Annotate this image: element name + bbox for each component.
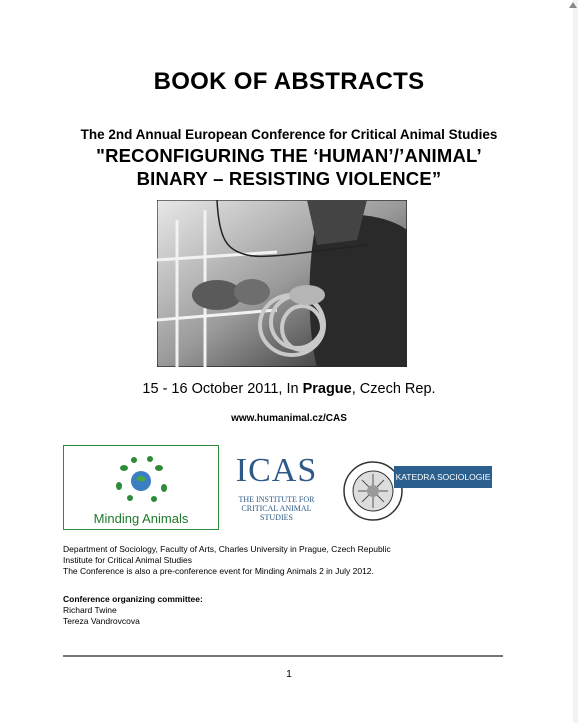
icas-full-line1: THE INSTITUTE FOR xyxy=(238,495,315,504)
minding-animals-logo xyxy=(63,445,219,530)
info-department: Department of Sociology, Faculty of Arts, Charles University in Prague, Czech Republic xyxy=(63,544,391,554)
minding-animals-text: Minding Animals xyxy=(93,511,189,526)
info-preconference: The Conference is also a pre-conference event for Minding Animals 2 in July 2012. xyxy=(63,566,374,576)
katedra-sociologie-label: KATEDRA SOCIOLOGIE xyxy=(394,466,492,488)
dates-city: Prague xyxy=(302,381,352,397)
icas-logo xyxy=(229,452,324,532)
dates-suffix: , Czech Rep. xyxy=(351,381,436,397)
committee-member: Richard Twine xyxy=(63,605,117,615)
committee-heading: Conference organizing committee: xyxy=(63,594,203,604)
dates-prefix: 15 - 16 October 2011, In xyxy=(142,381,303,397)
website-link[interactable]: www.humanimal.cz/CAS xyxy=(231,413,347,424)
conference-title-line2: BINARY – RESISTING VIOLENCE” xyxy=(136,168,442,189)
document-title: BOOK OF ABSTRACTS xyxy=(153,68,425,95)
minding-animals-emblem-icon xyxy=(64,446,218,508)
footer-divider xyxy=(63,655,503,657)
info-institute: Institute for Critical Animal Studies xyxy=(63,555,192,565)
icas-full-line2: CRITICAL ANIMAL xyxy=(241,504,312,513)
conference-title-line1: "RECONFIGURING THE ‘HUMAN’/’ANIMAL’ xyxy=(96,145,482,166)
conference-subtitle: The 2nd Annual European Conference for Critical Animal Studies xyxy=(80,127,498,142)
icas-full-name xyxy=(229,495,324,522)
icas-abbreviation: ICAS xyxy=(235,452,318,489)
event-dates xyxy=(0,381,578,397)
page-number: 1 xyxy=(286,669,292,680)
scroll-up-arrow-icon[interactable] xyxy=(568,1,578,9)
cover-photo xyxy=(157,200,407,367)
icas-full-line3: STUDIES xyxy=(260,513,293,522)
committee-member: Tereza Vandrovcova xyxy=(63,616,140,626)
scrollbar[interactable] xyxy=(573,0,578,723)
